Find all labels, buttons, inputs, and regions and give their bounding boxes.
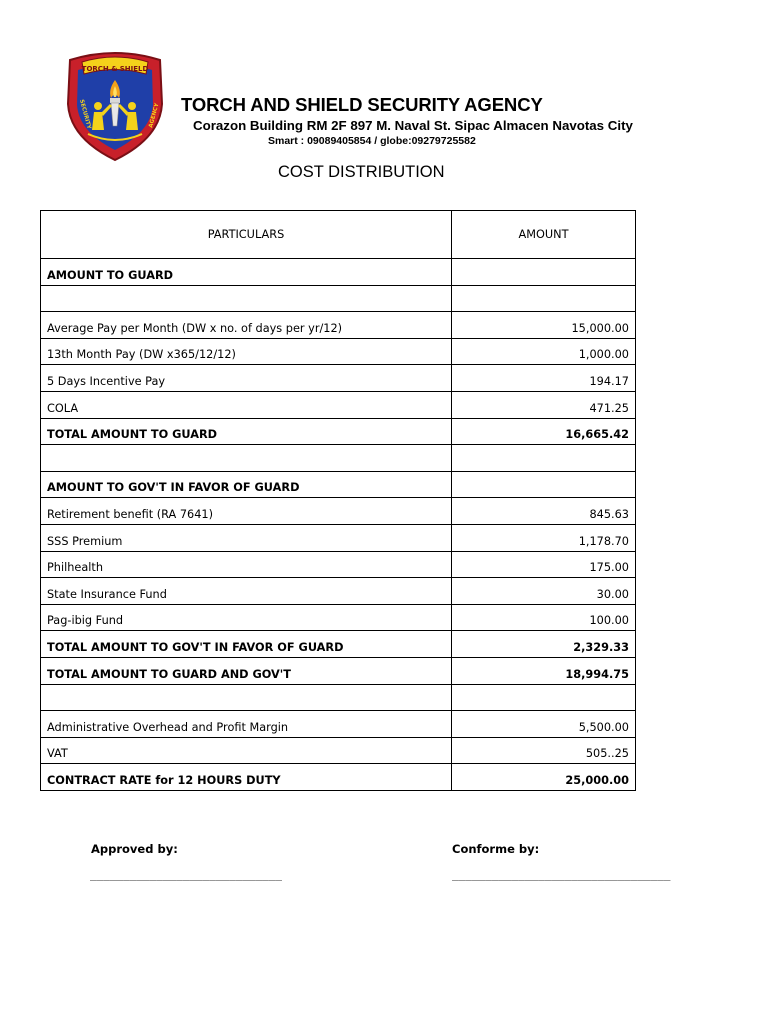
- table-header-row: [41, 211, 636, 259]
- amount-cell: 175.00: [452, 551, 636, 578]
- table-row: [41, 578, 636, 605]
- particular-cell: Philhealth: [41, 551, 452, 578]
- particular-cell: 5 Days Incentive Pay: [41, 365, 452, 392]
- particular-cell: Average Pay per Month (DW x no. of days per yr/12): [41, 312, 452, 339]
- particular-cell: [41, 684, 452, 711]
- company-contact: Smart : 09089405854 / globe:09279725582: [268, 135, 476, 147]
- conforme-by-label: Conforme by:: [452, 842, 540, 856]
- column-header-amount: AMOUNT: [452, 211, 636, 259]
- particular-cell: TOTAL AMOUNT TO GUARD: [41, 418, 452, 445]
- particular-cell: TOTAL AMOUNT TO GOV'T IN FAVOR OF GUARD: [41, 631, 452, 658]
- cost-table: [40, 210, 636, 791]
- amount-cell: 1,000.00: [452, 338, 636, 365]
- table-row: [41, 711, 636, 738]
- amount-cell: [452, 445, 636, 472]
- amount-cell: 25,000.00: [452, 764, 636, 791]
- particular-cell: State Insurance Fund: [41, 578, 452, 605]
- amount-cell: 2,329.33: [452, 631, 636, 658]
- table-row: [41, 285, 636, 312]
- particular-cell: AMOUNT TO GOV'T IN FAVOR OF GUARD: [41, 471, 452, 498]
- table-row: [41, 631, 636, 658]
- approved-by-label: Approved by:: [91, 842, 178, 856]
- table-row: [41, 391, 636, 418]
- amount-cell: [452, 285, 636, 312]
- column-header-particulars: PARTICULARS: [41, 211, 452, 259]
- table-row: [41, 471, 636, 498]
- particular-cell: AMOUNT TO GUARD: [41, 259, 452, 286]
- particular-cell: 13th Month Pay (DW x365/12/12): [41, 338, 452, 365]
- amount-cell: 30.00: [452, 578, 636, 605]
- amount-cell: [452, 259, 636, 286]
- amount-cell: 505..25: [452, 737, 636, 764]
- table-row: [41, 498, 636, 525]
- company-logo: [64, 50, 166, 162]
- amount-cell: [452, 684, 636, 711]
- amount-cell: 471.25: [452, 391, 636, 418]
- table-row: [41, 259, 636, 286]
- table-row: [41, 604, 636, 631]
- logo-banner-text: TORCH & SHIELD: [81, 65, 149, 73]
- table-row: [41, 338, 636, 365]
- amount-cell: 1,178.70: [452, 524, 636, 551]
- particular-cell: CONTRACT RATE for 12 HOURS DUTY: [41, 764, 452, 791]
- table-row: [41, 551, 636, 578]
- particular-cell: [41, 445, 452, 472]
- logo-side-left-text: SECURITY: [78, 98, 92, 130]
- amount-cell: [452, 471, 636, 498]
- amount-cell: 16,665.42: [452, 418, 636, 445]
- company-name: TORCH AND SHIELD SECURITY AGENCY: [181, 94, 543, 115]
- document-title: COST DISTRIBUTION: [278, 163, 445, 181]
- table-row: [41, 684, 636, 711]
- particular-cell: Retirement benefit (RA 7641): [41, 498, 452, 525]
- table-row: [41, 312, 636, 339]
- table-row: [41, 764, 636, 791]
- amount-cell: 18,994.75: [452, 657, 636, 684]
- table-row: [41, 524, 636, 551]
- table-row: [41, 365, 636, 392]
- amount-cell: 845.63: [452, 498, 636, 525]
- particular-cell: [41, 285, 452, 312]
- table-row: [41, 418, 636, 445]
- amount-cell: 5,500.00: [452, 711, 636, 738]
- table-row: [41, 737, 636, 764]
- amount-cell: 100.00: [452, 604, 636, 631]
- logo-side-right-text: AGENCY: [148, 102, 161, 129]
- particular-cell: SSS Premium: [41, 524, 452, 551]
- particular-cell: COLA: [41, 391, 452, 418]
- particular-cell: Pag-ibig Fund: [41, 604, 452, 631]
- conforme-by-signature-line: _________________________________: [452, 868, 671, 881]
- company-address: Corazon Building RM 2F 897 M. Naval St. Sipac Almacen Navotas City: [193, 118, 633, 133]
- particular-cell: Administrative Overhead and Profit Margin: [41, 711, 452, 738]
- table-row: [41, 445, 636, 472]
- particular-cell: VAT: [41, 737, 452, 764]
- particular-cell: TOTAL AMOUNT TO GUARD AND GOV'T: [41, 657, 452, 684]
- approved-by-signature-line: _____________________________: [90, 868, 283, 881]
- amount-cell: 15,000.00: [452, 312, 636, 339]
- table-row: [41, 657, 636, 684]
- amount-cell: 194.17: [452, 365, 636, 392]
